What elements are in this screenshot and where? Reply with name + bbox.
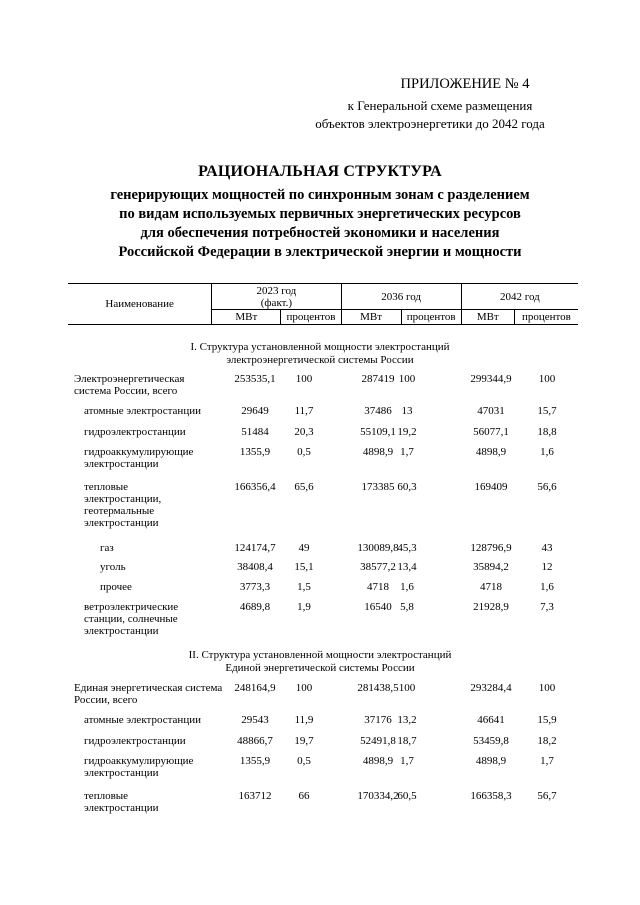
cell-value: 29543 xyxy=(241,714,269,726)
cell-value: 38408,4 xyxy=(237,561,273,573)
cell-value: 166358,3 xyxy=(470,790,512,802)
cell-value: 60,5 xyxy=(397,790,417,802)
cell-value: 166356,4 xyxy=(234,481,276,493)
cell-value: 38577,2 xyxy=(360,561,396,573)
document-title: РАЦИОНАЛЬНАЯ СТРУКТУРА xyxy=(198,163,442,180)
cell-value: 52491,8 xyxy=(360,735,396,747)
cell-value: 1,7 xyxy=(540,755,554,767)
cell-value: 1355,9 xyxy=(239,446,271,458)
cell-value: 253535,1 xyxy=(234,373,276,385)
cell-value: 1,6 xyxy=(540,446,554,458)
cell-value: 16540 xyxy=(364,601,392,613)
cell-value: 29649 xyxy=(241,405,269,417)
row-name: газ xyxy=(100,542,114,554)
row-name: ветроэлектрические станции, солнечные электростанции xyxy=(84,601,179,637)
cell-value: 0,5 xyxy=(297,755,311,767)
cell-value: 4898,9 xyxy=(475,755,507,767)
section-title xyxy=(0,341,640,367)
cell-value: 3773,3 xyxy=(239,581,271,593)
cell-value: 46641 xyxy=(477,714,505,726)
header-unit-pct: процентов xyxy=(281,310,341,325)
cell-value: 11,7 xyxy=(294,405,314,417)
subtitle-line: Российской Федерации в электрической энергии и мощности xyxy=(118,244,522,260)
cell-value: 37176 xyxy=(364,714,392,726)
cell-value: 48866,7 xyxy=(237,735,273,747)
row-name: атомные электростанции xyxy=(84,714,201,726)
row-name: гидроаккумулирующие электростанции xyxy=(84,446,194,470)
cell-value: 56,6 xyxy=(537,481,557,493)
cell-value: 1,6 xyxy=(540,581,554,593)
document-subtitle xyxy=(0,186,640,262)
header-unit-mw: МВт xyxy=(341,310,401,325)
row-name: атомные электростанции xyxy=(84,405,201,417)
row-name: гидроэлектростанции xyxy=(84,426,186,438)
cell-value: 53459,8 xyxy=(473,735,509,747)
cell-value: 4898,9 xyxy=(362,755,394,767)
cell-value: 60,3 xyxy=(397,481,417,493)
cell-value: 4689,8 xyxy=(239,601,271,613)
header-name: Наименование xyxy=(68,284,212,325)
header-unit-pct: процентов xyxy=(514,310,578,325)
header-unit-mw: МВт xyxy=(461,310,514,325)
cell-value: 35894,2 xyxy=(473,561,509,573)
header-year-2023-line1: 2023 год xyxy=(256,284,297,297)
cell-value: 37486 xyxy=(364,405,392,417)
header-year-2042: 2042 год xyxy=(461,284,578,310)
subtitle-line: генерирующих мощностей по синхронным зонам с разделением xyxy=(110,187,530,203)
cell-value: 19,7 xyxy=(294,735,314,747)
cell-value: 281438,5 xyxy=(357,682,399,694)
cell-value: 43 xyxy=(541,542,553,554)
cell-value: 100 xyxy=(538,373,556,385)
cell-value: 15,1 xyxy=(294,561,314,573)
cell-value: 4718 xyxy=(480,581,502,593)
header-year-2023 xyxy=(212,284,341,310)
cell-value: 18,7 xyxy=(397,735,417,747)
cell-value: 65,6 xyxy=(294,481,314,493)
cell-value: 20,3 xyxy=(294,426,314,438)
cell-value: 1,7 xyxy=(400,755,414,767)
table-header xyxy=(68,283,578,325)
header-unit-pct: процентов xyxy=(401,310,461,325)
cell-value: 66 xyxy=(298,790,310,802)
cell-value: 0,5 xyxy=(297,446,311,458)
cell-value: 56077,1 xyxy=(473,426,509,438)
cell-value: 47031 xyxy=(477,405,505,417)
header-year-2036: 2036 год xyxy=(341,284,461,310)
cell-value: 13 xyxy=(401,405,413,417)
cell-value: 1,5 xyxy=(297,581,311,593)
cell-value: 15,7 xyxy=(537,405,557,417)
cell-value: 1355,9 xyxy=(239,755,271,767)
cell-value: 19,2 xyxy=(397,426,417,438)
cell-value: 1,9 xyxy=(297,601,311,613)
cell-value: 248164,9 xyxy=(234,682,276,694)
row-name: гидроэлектростанции xyxy=(84,735,186,747)
cell-value: 163712 xyxy=(238,790,272,802)
cell-value: 12 xyxy=(541,561,553,573)
cell-value: 100 xyxy=(295,682,313,694)
cell-value: 124174,7 xyxy=(234,542,276,554)
header-year-2023-line2: (факт.) xyxy=(260,296,293,309)
appendix-reference: к Генеральной схеме размещения xyxy=(347,98,533,113)
cell-value: 130089,8 xyxy=(357,542,399,554)
cell-value: 4718 xyxy=(367,581,389,593)
cell-value: 15,9 xyxy=(537,714,557,726)
section-title xyxy=(0,649,640,675)
cell-value: 7,3 xyxy=(540,601,554,613)
cell-value: 169409 xyxy=(474,481,508,493)
subtitle-line: для обеспечения потребностей экономики и населения xyxy=(140,225,500,241)
header-unit-mw: МВт xyxy=(212,310,281,325)
appendix-reference-2: объектов электроэнергетики до 2042 года xyxy=(315,116,545,131)
cell-value: 21928,9 xyxy=(473,601,509,613)
cell-value: 128796,9 xyxy=(470,542,512,554)
cell-value: 56,7 xyxy=(537,790,557,802)
cell-value: 170334,2 xyxy=(357,790,399,802)
cell-value: 18,8 xyxy=(537,426,557,438)
cell-value: 100 xyxy=(398,373,416,385)
appendix-number: ПРИЛОЖЕНИЕ № 4 xyxy=(400,76,530,92)
row-name: тепловые электростанции, геотермальные электростанции xyxy=(84,481,162,529)
cell-value: 11,9 xyxy=(294,714,314,726)
cell-value: 100 xyxy=(538,682,556,694)
cell-value: 4898,9 xyxy=(475,446,507,458)
section-title-line: Единой энергетической системы России xyxy=(225,662,415,674)
row-name: гидроаккумулирующие электростанции xyxy=(84,755,194,779)
row-name: тепловые электростанции xyxy=(84,790,159,814)
cell-value: 287419 xyxy=(361,373,395,385)
cell-value: 1,6 xyxy=(400,581,414,593)
cell-value: 299344,9 xyxy=(470,373,512,385)
cell-value: 13,2 xyxy=(397,714,417,726)
cell-value: 5,8 xyxy=(400,601,414,613)
cell-value: 100 xyxy=(398,682,416,694)
cell-value: 51484 xyxy=(241,426,269,438)
cell-value: 55109,1 xyxy=(360,426,396,438)
cell-value: 49 xyxy=(298,542,310,554)
section-title-line: электроэнергетической системы России xyxy=(226,354,414,366)
row-name: прочее xyxy=(100,581,132,593)
cell-value: 173385 xyxy=(361,481,395,493)
row-name: Единая энергетическая система России, всего xyxy=(74,682,223,706)
cell-value: 18,2 xyxy=(537,735,557,747)
cell-value: 4898,9 xyxy=(362,446,394,458)
section-title-line: I. Структура установленной мощности электростанций xyxy=(190,341,450,353)
row-name: Электроэнергетическая система России, всего xyxy=(74,373,185,397)
cell-value: 100 xyxy=(295,373,313,385)
subtitle-line: по видам используемых первичных энергетических ресурсов xyxy=(119,206,521,222)
row-name: уголь xyxy=(100,561,126,573)
cell-value: 45,3 xyxy=(397,542,417,554)
cell-value: 1,7 xyxy=(400,446,414,458)
cell-value: 293284,4 xyxy=(470,682,512,694)
cell-value: 13,4 xyxy=(397,561,417,573)
section-title-line: II. Структура установленной мощности электростанций xyxy=(188,649,452,661)
